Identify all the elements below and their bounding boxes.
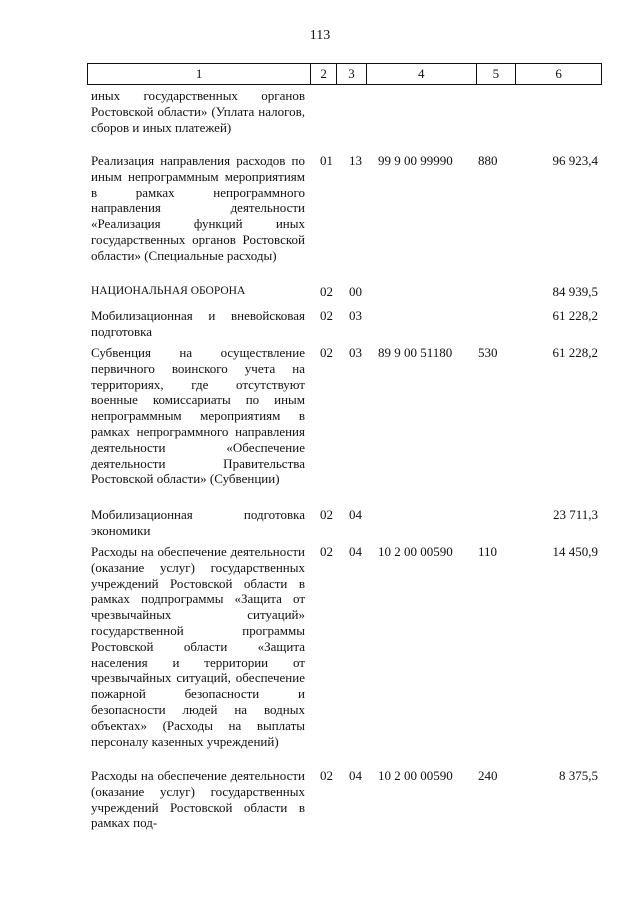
page-number: 113 <box>309 28 331 43</box>
row-expense-type: 110 <box>478 544 498 559</box>
row-description: Субвенция на осуществление первичного воинского учета на территориях, где отсутствуют военные комиссариаты по иным непрограммным мероприятиям в рамках непрограммного направления деятельности «Обеспечение деятельности Правительства Ростовской области» (Субвенции) <box>91 345 305 487</box>
header-col-4: 4 <box>367 64 477 84</box>
row-description: Расходы на обеспечение деятельности (оказание услуг) государственных учреждений Ростовской области в рамках под- <box>91 768 305 831</box>
row-expense-type: 530 <box>478 345 498 360</box>
row-amount: 61 228,2 <box>552 308 598 323</box>
row-amount: 96 923,4 <box>552 153 598 168</box>
row-amount: 84 939,5 <box>552 284 598 299</box>
header-col-1: 1 <box>88 64 311 84</box>
row-subsection: 04 <box>349 544 362 559</box>
header-col-6: 6 <box>555 66 562 81</box>
row-description: Расходы на обеспечение деятельности (оказание услуг) государственных учреждений Ростовской области в рамках подпрограммы «Защита от чрезвычайных ситуаций» государственной программы Ростовской области «Защита населения и территории от чрезвычайных ситуаций, обеспечение пожарной безопасности и безопасности людей на водных объектах» (Расходы на выплаты персоналу казенных учреждений) <box>91 544 305 749</box>
header-col-3: 3 <box>337 64 367 84</box>
table-header <box>87 63 602 85</box>
row-section: 02 <box>320 284 333 299</box>
row-section: 02 <box>320 544 333 559</box>
row-expense-type: 240 <box>478 768 498 783</box>
row-description: Мобилизационная подготовка экономики <box>91 507 305 538</box>
row-subsection: 03 <box>349 345 362 360</box>
row-description: Мобилизационная и вневойсковая подготовка <box>91 308 305 339</box>
row-target-item: 10 2 00 00590 <box>378 544 453 559</box>
row-description: иных государственных органов Ростовской области» (Уплата налогов, сборов и иных платежей) <box>91 88 305 135</box>
row-description: НАЦИОНАЛЬНАЯ ОБОРОНА <box>91 285 246 297</box>
row-subsection: 04 <box>349 507 362 522</box>
row-section: 02 <box>320 345 333 360</box>
row-section: 02 <box>320 308 333 323</box>
row-amount: 61 228,2 <box>552 345 598 360</box>
row-subsection: 03 <box>349 308 362 323</box>
row-section: 02 <box>320 507 333 522</box>
row-subsection: 04 <box>349 768 362 783</box>
row-subsection: 13 <box>349 153 362 168</box>
row-subsection: 00 <box>349 284 362 299</box>
row-target-item: 10 2 00 00590 <box>378 768 453 783</box>
header-col-2: 2 <box>311 64 337 84</box>
row-target-item: 99 9 00 99990 <box>378 153 453 168</box>
row-section: 02 <box>320 768 333 783</box>
row-amount: 23 711,3 <box>552 507 598 522</box>
row-amount: 14 450,9 <box>552 544 598 559</box>
row-section: 01 <box>320 153 333 168</box>
row-amount: 8 375,5 <box>559 768 598 783</box>
row-target-item: 89 9 00 51180 <box>378 345 453 360</box>
row-expense-type: 880 <box>478 153 498 168</box>
row-description: Реализация направления расходов по иным непрограммным мероприятиям в рамках непрограммного направления деятельности «Реализация функций иных государственных органов Ростовской области» (Специальные расходы) <box>91 153 305 263</box>
header-col-5: 5 <box>477 64 517 84</box>
